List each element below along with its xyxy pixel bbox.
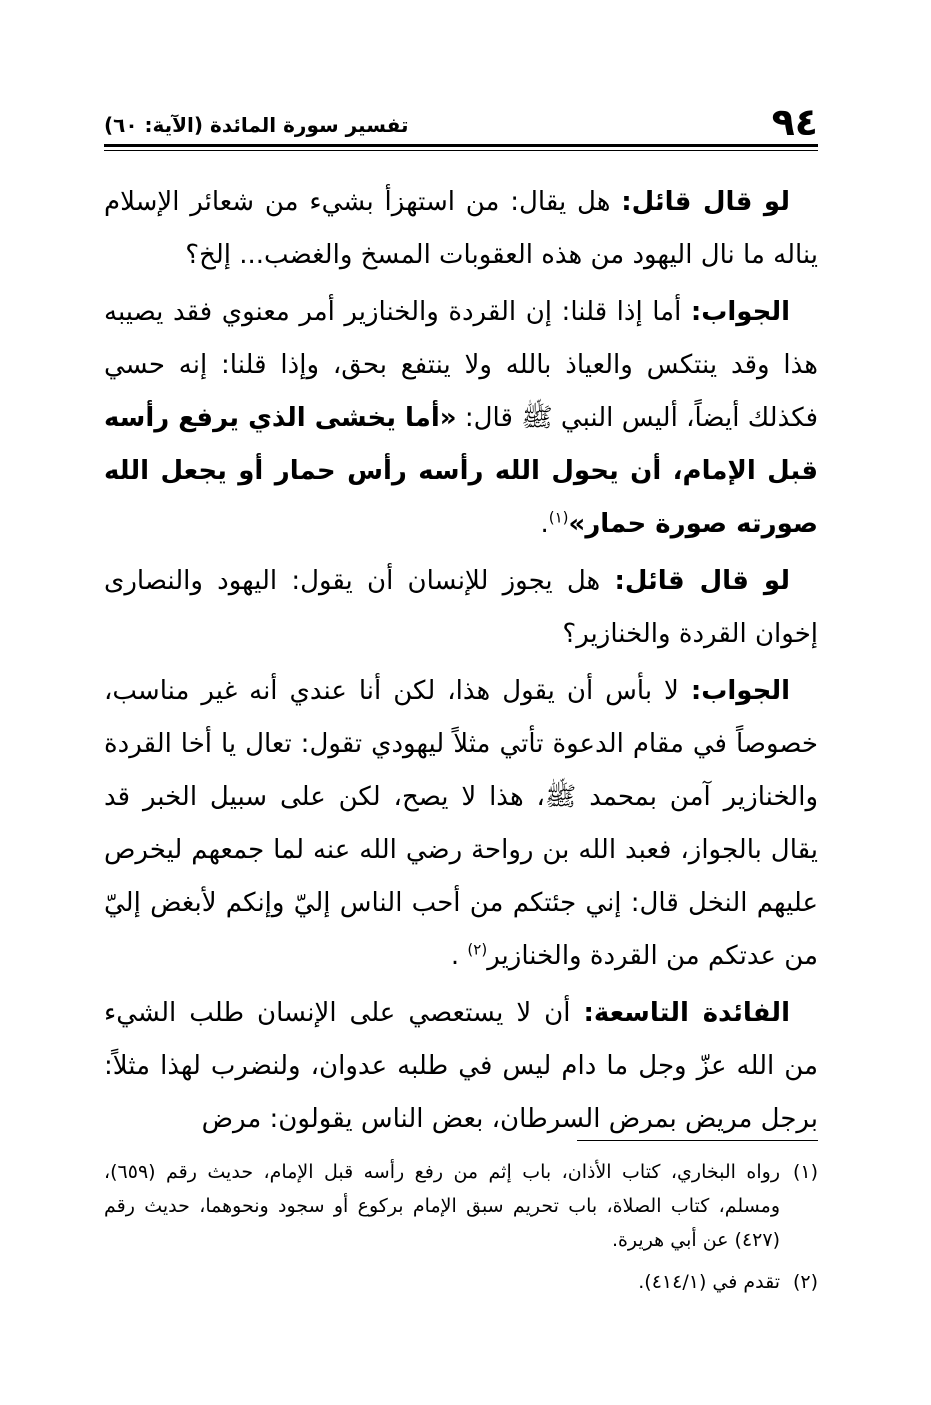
paragraph-benefit-9 <box>104 987 818 1146</box>
footnote-text: رواه البخاري، كتاب الأذان، باب إثم من رفع رأسه قبل الإمام، حديث رقم (٦٥٩)، ومسلم، كتاب الصلاة، باب تحريم سبق الإمام بركوع أو سجود ونحوهما، حديث رقم (٤٢٧) عن أبي هريرة. <box>104 1161 780 1251</box>
hadith-quote: «أما يخشى الذي يرفع رأسه قبل الإمام، أن يحول الله رأسه رأس حمار أو يجعل الله صورته صورة حمار» <box>104 403 818 539</box>
paragraph-end: . <box>540 509 549 539</box>
paragraph-text: هل يجوز للإنسان أن يقول: اليهود والنصارى إخوان القردة والخنازير؟ <box>104 566 818 649</box>
paragraph-end: . <box>450 941 468 971</box>
header-rule-thin <box>104 150 818 151</box>
footnote-ref-2[interactable]: (٢) <box>467 940 488 959</box>
body-text <box>104 176 818 1150</box>
paragraph-answer-1 <box>104 286 818 551</box>
paragraph-question-2 <box>104 555 818 661</box>
paragraph-text: لا بأس أن يقول هذا، لكن أنا عندي أنه غير مناسب، خصوصاً في مقام الدعوة تأتي مثلاً ليهودي تقول: تعال يا أخا القردة والخنازير آمن بمحمد ﷺ، هذا لا يصح، لكن على سبيل الخبر قد يقال بالجواز، فعبد الله بن رواحة رضي الله عنه لما جمعهم ليخرص عليهم النخل قال: إني جئتكم من أحب الناس إليّ وإنكم لأبغض إليّ من عدتكم من القردة والخنازير <box>104 676 818 971</box>
footnote-ref-1[interactable]: (١) <box>548 508 569 527</box>
page-header <box>104 96 818 142</box>
paragraph-lead: الجواب: <box>690 676 790 706</box>
footnotes <box>104 1155 818 1307</box>
footnote-1 <box>104 1155 818 1257</box>
paragraph-text: أن لا يستعصي على الإنسان طلب الشيء من الله عزّ وجل ما دام ليس في طلبه عدوان، ولنضرب لهذا مثلاً: برجل مريض بمرض السرطان، بعض الناس يقولون: مرض <box>104 998 818 1134</box>
page-number: ٩٤ <box>771 100 818 144</box>
paragraph-lead: الجواب: <box>690 297 790 327</box>
paragraph-text: هل يقال: من استهزأ بشيء من شعائر الإسلام يناله ما نال اليهود من هذه العقوبات المسخ والغضب... إلخ؟ <box>104 187 818 270</box>
footnote-separator <box>577 1140 818 1141</box>
paragraph-lead: لو قال قائل: <box>621 187 790 217</box>
footnote-text: تقدم في (٤١٤/١). <box>638 1271 780 1293</box>
footnote-2 <box>104 1265 818 1299</box>
footnote-number: (٢) <box>792 1271 818 1293</box>
running-title: تفسير سورة المائدة (الآية: ٦٠) <box>104 113 409 137</box>
header-rule <box>104 144 818 147</box>
paragraph-lead: لو قال قائل: <box>614 566 790 596</box>
paragraph-answer-2 <box>104 665 818 983</box>
paragraph-lead: الفائدة التاسعة: <box>583 998 790 1028</box>
footnote-number: (١) <box>792 1161 818 1183</box>
paragraph-question-1 <box>104 176 818 282</box>
paragraph-text: أما إذا قلنا: إن القردة والخنازير أمر معنوي فقد يصيبه هذا وقد ينتكس والعياذ بالله ولا ينتفع بحق، وإذا قلنا: إنه حسي فكذلك أيضاً، أليس النبي ﷺ قال: <box>104 297 819 433</box>
